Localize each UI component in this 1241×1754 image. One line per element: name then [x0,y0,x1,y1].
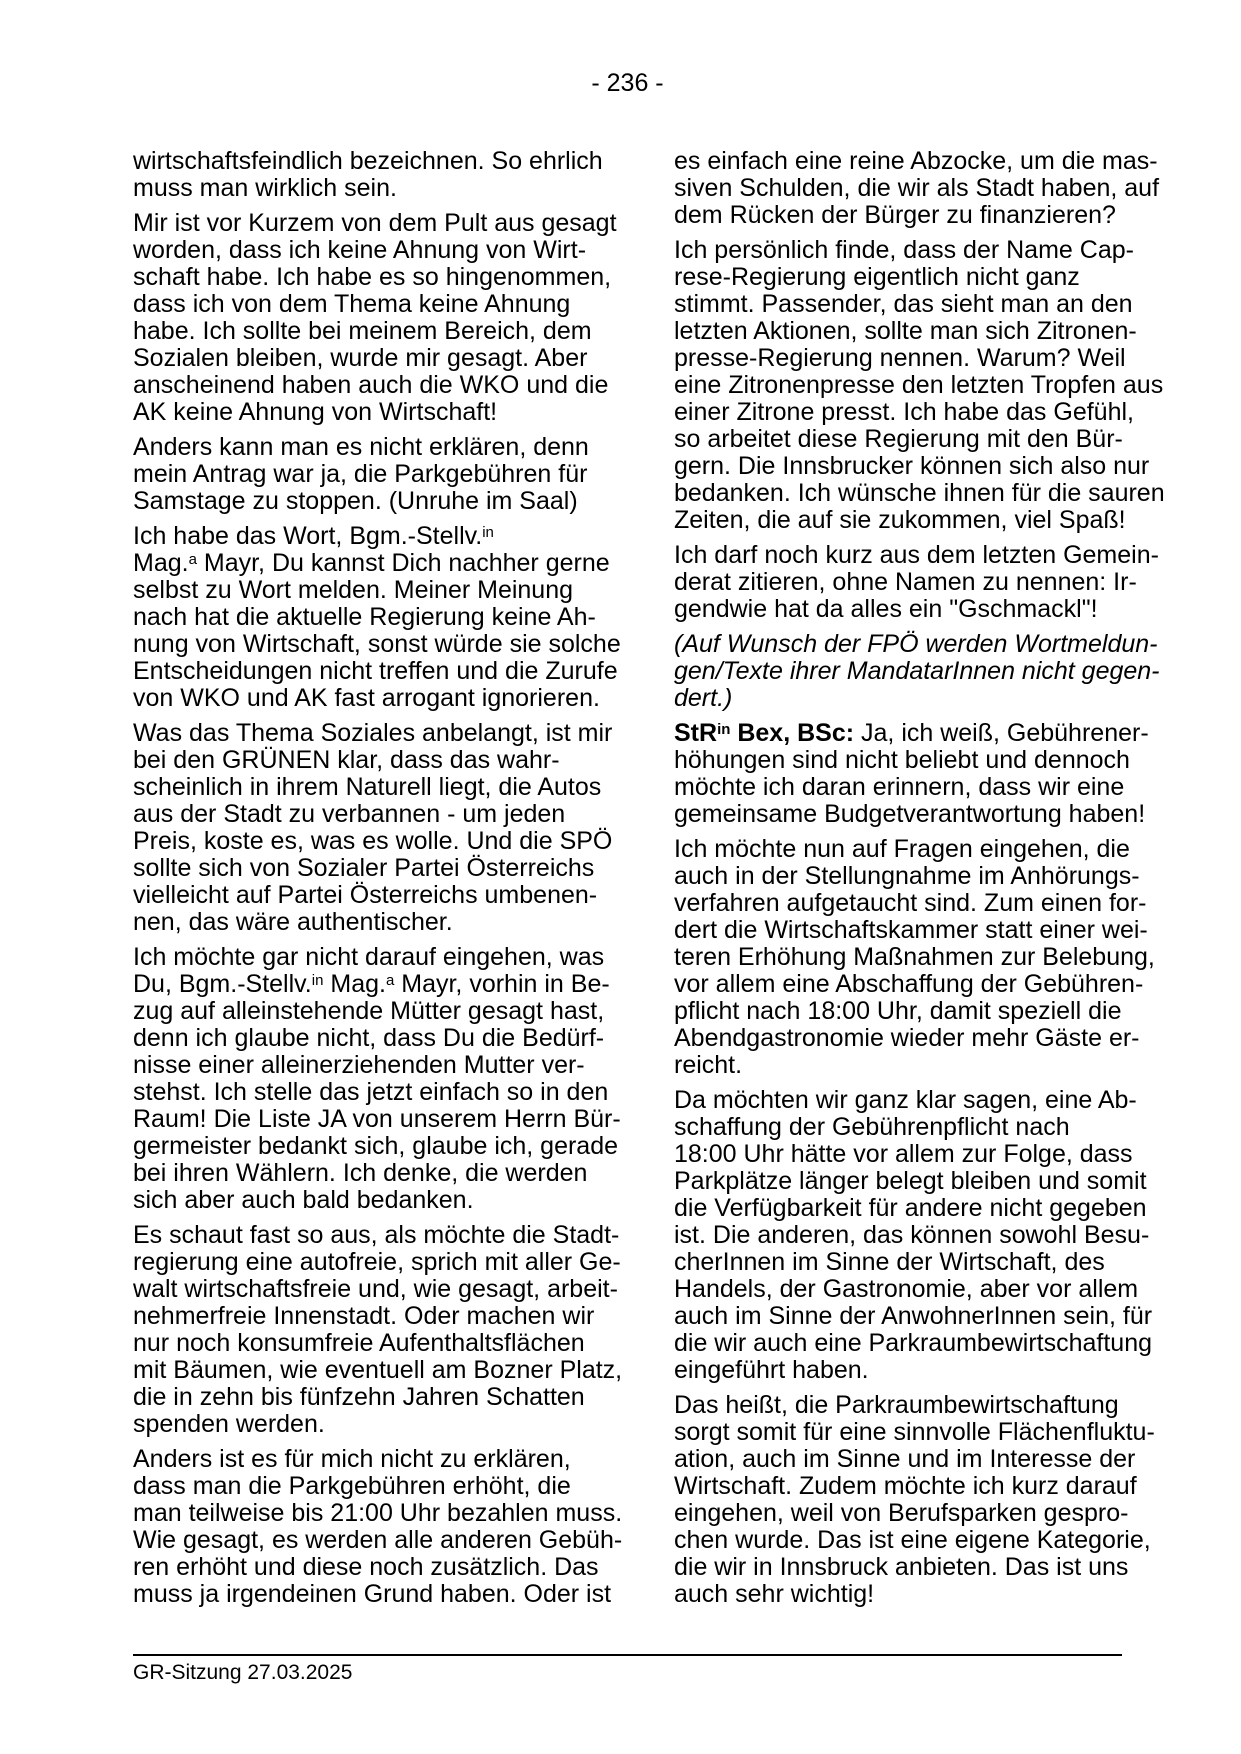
text-segment: schaffung der Gebührenpflicht nach [674,1113,1070,1141]
text-line [133,747,603,774]
text-segment: verfahren aufgetaucht sind. Zum einen for- [674,889,1147,917]
text-segment: gen/Texte ihrer MandatarInnen nicht gegen- [674,657,1160,685]
text-line [133,657,618,685]
text-segment: nung von Wirtschaft, sonst würde sie solche [133,630,621,658]
text-segment: Mir ist vor Kurzem von dem Pult aus gesagt [133,209,617,237]
text-segment: in [482,524,494,541]
text-line [674,479,1165,507]
text-line [674,1446,1144,1473]
text-line [133,909,603,936]
text-segment: Anders ist es für mich nicht zu erklären, [133,1445,571,1473]
text-line [674,371,1164,399]
text-line [133,801,603,828]
text-segment: gern. Die Innsbrucker können sich also nur [674,452,1150,480]
paragraph [674,541,1159,623]
text-line [674,943,1155,971]
text-line [133,944,603,971]
text-line [133,291,603,318]
text-line [674,1418,1155,1446]
text-segment: Was das Thema Soziales anbelangt, ist mir [133,719,613,747]
text-segment: einer Zitrone presst. Ich habe das Gefühl, [674,398,1134,426]
text-line [674,1392,1144,1419]
text-segment: auch sehr wichtig! [674,1580,875,1608]
text-line [674,1554,1144,1581]
text-segment: auch in der Stellungnahme im Anhörungs- [674,862,1140,890]
text-segment: Du, Bgm.-Stellv. [133,970,312,998]
text-line [133,237,603,264]
text-segment: anscheinend haben auch die WKO und die [133,371,609,399]
text-line [133,1580,612,1608]
text-segment: muss man wirklich sein. [133,174,397,202]
text-line [674,1167,1147,1195]
text-line [133,1356,623,1384]
text-segment: letzten Aktionen, sollte man sich Zitronen- [674,317,1137,345]
text-line [133,604,603,631]
text-segment: Ich habe das Wort, Bgm.-Stellv. [133,522,483,550]
text-line [674,237,1144,264]
text-segment: 18:00 Uhr hätte vor allem zur Folge, dass [674,1140,1133,1168]
footer-divider [133,1654,1122,1656]
text-segment: mit Bäumen, wie eventuell am Bozner Platz, [133,1356,623,1384]
text-line [674,1526,1151,1554]
text-segment: Samstage zu stoppen. (Unruhe im Saal) [133,487,578,515]
paragraph [674,1391,1155,1608]
text-segment: Wirtschaft. Zudem möchte ich kurz darauf [674,1472,1137,1500]
text-segment: a [188,551,197,568]
text-segment: dass ich von dem Thema keine Ahnung [133,290,571,318]
text-line [674,1221,1150,1249]
paragraph [133,719,613,936]
page-number: - 236 - [591,69,664,97]
text-segment: muss ja irgendeinen Grund haben. Oder ist [133,1580,612,1608]
text-segment: man teilweise bis 21:00 Uhr bezahlen muss. [133,1499,623,1527]
text-line [674,916,1148,944]
text-line [133,827,613,855]
text-segment: Mayr, vorhin in Be- [394,970,610,998]
text-line [674,452,1150,480]
text-line [674,318,1144,345]
text-segment: cherInnen im Sinne der Wirtschaft, des [674,1248,1105,1276]
text-segment: die wir in Innsbruck anbieten. Das ist uns [674,1553,1129,1581]
text-segment: scheinlich in ihrem Naturell liegt, die Autos [133,773,602,801]
text-segment: vielleicht auf Partei Österreichs umbenen- [133,881,598,909]
text-line [674,399,1144,426]
text-segment: bei den GRÜNEN klar, dass das wahr- [133,746,560,774]
text-line [133,399,603,426]
text-line [674,719,1149,747]
text-line [133,263,612,291]
text-segment: Mayr, Du kannst Dich nachher gerne [196,549,610,577]
text-line [674,747,1144,774]
text-segment: Abendgastronomie wieder mehr Gäste er- [674,1024,1140,1052]
text-line [674,1302,1153,1330]
paragraph [133,522,621,712]
text-segment: bedanken. Ich wünsche ihnen für die sauren [674,479,1165,507]
text-segment: walt wirtschaftsfreie und, wie gesagt, arbeit- [133,1275,618,1303]
text-segment: Bex, BSc: [730,719,855,747]
text-line [133,318,603,345]
text-segment: gendwie hat da alles ein "Gschmackl"! [674,595,1098,623]
text-line [133,488,603,515]
text-line [133,970,610,998]
text-segment: nisse einer alleinerziehenden Mutter ver- [133,1051,585,1079]
text-segment: worden, dass ich keine Ahnung von Wirt- [133,236,587,264]
text-segment: rese-Regierung eigentlich nicht ganz [674,263,1080,291]
text-segment: derat zitieren, ohne Namen zu nennen: Ir- [674,568,1137,596]
text-segment: in [717,721,731,738]
text-line [133,1499,623,1527]
text-segment: die Verfügbarkeit für andere nicht gegeben [674,1194,1147,1222]
text-segment: regierung eine autofreie, sprich mit aller Ge- [133,1248,621,1276]
paragraph [133,148,603,202]
text-segment: Ja, ich weiß, Gebührener- [854,719,1149,747]
text-segment: eine Zitronenpresse den letzten Tropfen aus [674,371,1164,399]
text-line [674,1357,1144,1384]
text-segment: zug auf alleinstehende Mütter gesagt hast, [133,997,605,1025]
text-line [133,719,613,747]
text-line [133,1132,619,1160]
text-line [674,1114,1144,1141]
text-segment: die in zehn bis fünfzehn Jahren Schatten [133,1383,585,1411]
text-line [133,1330,603,1357]
text-segment: sollte sich von Sozialer Partei Österreichs [133,854,595,882]
text-line [133,1384,603,1411]
text-line [674,264,1144,291]
text-line [133,1187,603,1214]
text-segment: dert die Wirtschaftskammer statt einer wei- [674,916,1148,944]
text-segment: selbst zu Wort melden. Meiner Meinung [133,576,574,604]
text-line [674,202,1144,229]
text-line [133,175,603,202]
text-segment: Es schaut fast so aus, als möchte die Stadt- [133,1221,620,1249]
text-segment: ation, auch im Sinne und im Interesse der [674,1445,1136,1473]
text-segment: chen wurde. Das ist eine eigene Kategorie, [674,1526,1151,1554]
left-column [133,147,623,1616]
text-line [674,1087,1144,1114]
text-line [133,1052,603,1079]
text-segment: (Auf Wunsch der FPÖ werden Wortmeldun- [674,630,1158,658]
paragraph [133,943,621,1214]
text-line [674,1141,1144,1168]
paragraph [674,835,1155,1079]
text-segment: höhungen sind nicht beliebt und dennoch [674,746,1130,774]
text-line [674,569,1144,596]
paragraph [674,630,1160,712]
text-line [674,507,1144,534]
text-line [674,1473,1144,1500]
text-line [674,1500,1144,1527]
text-line [133,685,603,712]
text-line [133,577,603,604]
text-segment: nur noch konsumfreie Aufenthaltsflächen [133,1329,585,1357]
paragraph [674,719,1149,828]
text-line [674,1025,1144,1052]
text-segment: pflicht nach 18:00 Uhr, damit speziell die [674,997,1122,1025]
paragraph [674,1086,1153,1384]
text-segment: stimmt. Passender, das sieht man an den [674,290,1133,318]
text-line [133,345,603,372]
text-segment: wirtschaftsfeindlich bezeichnen. So ehrlich [133,147,603,175]
text-line [674,1194,1147,1222]
text-segment: dert.) [674,684,733,712]
text-segment: spenden werden. [133,1410,325,1438]
text-line [674,836,1144,863]
text-segment: mein Antrag war ja, die Parkgebühren für [133,460,588,488]
text-line [674,971,1144,998]
text-line [133,434,603,461]
text-line [133,1025,603,1052]
paragraph [674,236,1165,534]
text-line [133,1303,603,1330]
text-segment: dem Rücken der Bürger zu finanzieren? [674,201,1116,229]
text-line [133,998,603,1025]
text-segment: eingehen, weil von Berufsparken gespro- [674,1499,1129,1527]
text-line [674,889,1147,917]
text-line [674,1329,1153,1357]
text-line [133,1221,620,1249]
text-line [674,174,1160,202]
text-segment: Ich möchte nun auf Fragen eingehen, die [674,835,1130,863]
text-segment: vor allem eine Abschaffung der Gebühren- [674,970,1144,998]
text-segment: presse-Regierung nennen. Warum? Weil [674,344,1126,372]
text-line [133,855,603,882]
text-segment: Sozialen bleiben, wurde mir gesagt. Aber [133,344,588,372]
text-segment: Preis, koste es, was es wolle. Und die SPÖ [133,827,613,855]
text-line [133,523,603,550]
text-segment: Ich persönlich finde, dass der Name Cap- [674,236,1134,264]
text-line [674,998,1144,1025]
text-segment: reicht. [674,1051,743,1079]
text-segment: AK keine Ahnung von Wirtschaft! [133,398,498,426]
text-line [133,1473,603,1500]
text-line [133,1554,603,1581]
text-segment: Zeiten, die auf sie zukommen, viel Spaß! [674,506,1126,534]
text-segment: Handels, der Gastronomie, aber vor allem [674,1275,1139,1303]
text-line [674,657,1160,685]
text-segment: schaft habe. Ich habe es so hingenommen, [133,263,612,291]
paragraph [133,1445,623,1608]
text-segment: Ich darf noch kurz aus dem letzten Gemein- [674,541,1159,569]
text-line [133,1411,603,1438]
text-segment: möchte ich daran erinnern, dass wir eine [674,773,1125,801]
text-line [674,596,1144,623]
text-line [674,1581,1144,1608]
text-line [133,461,603,488]
paragraph [133,1221,623,1438]
text-segment: StR [674,719,718,747]
text-segment: Mag. [133,549,189,577]
footer-text: GR-Sitzung 27.03.2025 [133,1661,353,1684]
text-line [133,209,617,237]
text-segment: germeister bedankt sich, glaube ich, gerade [133,1132,619,1160]
text-segment: nach hat die aktuelle Regierung keine Ah- [133,603,596,631]
text-line [674,345,1144,372]
text-segment: sorgt somit für eine sinnvolle Flächenfluktu- [674,1418,1155,1446]
text-line [133,774,603,801]
paragraph [133,209,617,426]
text-line [674,630,1158,658]
text-segment: nehmerfreie Innenstadt. Oder machen wir [133,1302,595,1330]
paragraph [674,147,1160,229]
text-segment: die wir auch eine Parkraumbewirtschaftung [674,1329,1153,1357]
text-segment: teren Erhöhung Maßnahmen zur Belebung, [674,943,1155,971]
text-line [674,1052,1144,1079]
text-line [133,1526,623,1554]
text-line [674,801,1144,828]
text-line [674,685,1144,712]
text-line [133,1078,609,1106]
text-segment: Ich möchte gar nicht darauf eingehen, was [133,943,605,971]
text-segment: stehst. Ich stelle das jetzt einfach so in den [133,1078,609,1106]
text-line [674,1276,1144,1303]
text-segment: Entscheidungen nicht treffen und die Zurufe [133,657,618,685]
text-line [674,291,1144,318]
text-line [133,1248,621,1276]
text-segment: denn ich glaube nicht, dass Du die Bedürf- [133,1024,605,1052]
text-line [133,148,603,175]
text-segment: von WKO und AK fast arrogant ignorieren. [133,684,600,712]
text-line [133,1160,603,1187]
text-segment: Wie gesagt, es werden alle anderen Gebüh- [133,1526,623,1554]
text-segment: a [385,972,395,989]
text-segment: dass man die Parkgebühren erhöht, die [133,1472,571,1500]
text-line [133,371,609,399]
text-line [133,630,621,658]
text-segment: siven Schulden, die wir als Stadt haben, auf [674,174,1160,202]
text-line [133,549,610,577]
text-line [133,882,603,909]
text-segment: habe. Ich sollte bei meinem Bereich, dem [133,317,592,345]
text-segment: bei ihren Wählern. Ich denke, die werden [133,1159,588,1187]
text-segment: eingeführt haben. [674,1356,869,1384]
text-segment: Raum! Die Liste JA von unserem Herrn Bür- [133,1105,621,1133]
text-line [674,541,1159,569]
text-line [133,1446,603,1473]
text-segment: ist. Die anderen, das können sowohl Besu- [674,1221,1150,1249]
text-segment: auch im Sinne der AnwohnerInnen sein, für [674,1302,1153,1330]
text-segment: Mag. [323,970,386,998]
text-segment: ren erhöht und diese noch zusätzlich. Das [133,1553,599,1581]
text-segment: nen, das wäre authentischer. [133,908,453,936]
text-segment: Da möchten wir ganz klar sagen, eine Ab- [674,1086,1137,1114]
text-line [674,426,1144,453]
text-segment: es einfach eine reine Abzocke, um die mas- [674,147,1158,175]
right-column [674,147,1165,1616]
text-line [133,1275,618,1303]
text-segment: in [311,972,324,989]
text-line [674,863,1144,890]
text-segment: Parkplätze länger belegt bleiben und somit [674,1167,1147,1195]
text-line [674,774,1144,801]
text-segment: Das heißt, die Parkraumbewirtschaftung [674,1391,1119,1419]
text-segment: sich aber auch bald bedanken. [133,1186,474,1214]
text-line [674,147,1158,175]
text-segment: Anders kann man es nicht erklären, denn [133,433,589,461]
text-segment: gemeinsame Budgetverantwortung haben! [674,800,1146,828]
text-line [133,1105,621,1133]
text-segment: so arbeitet diese Regierung mit den Bür- [674,425,1123,453]
paragraph [133,434,603,515]
text-segment: aus der Stadt zu verbannen - um jeden [133,800,566,828]
text-line [674,1249,1144,1276]
